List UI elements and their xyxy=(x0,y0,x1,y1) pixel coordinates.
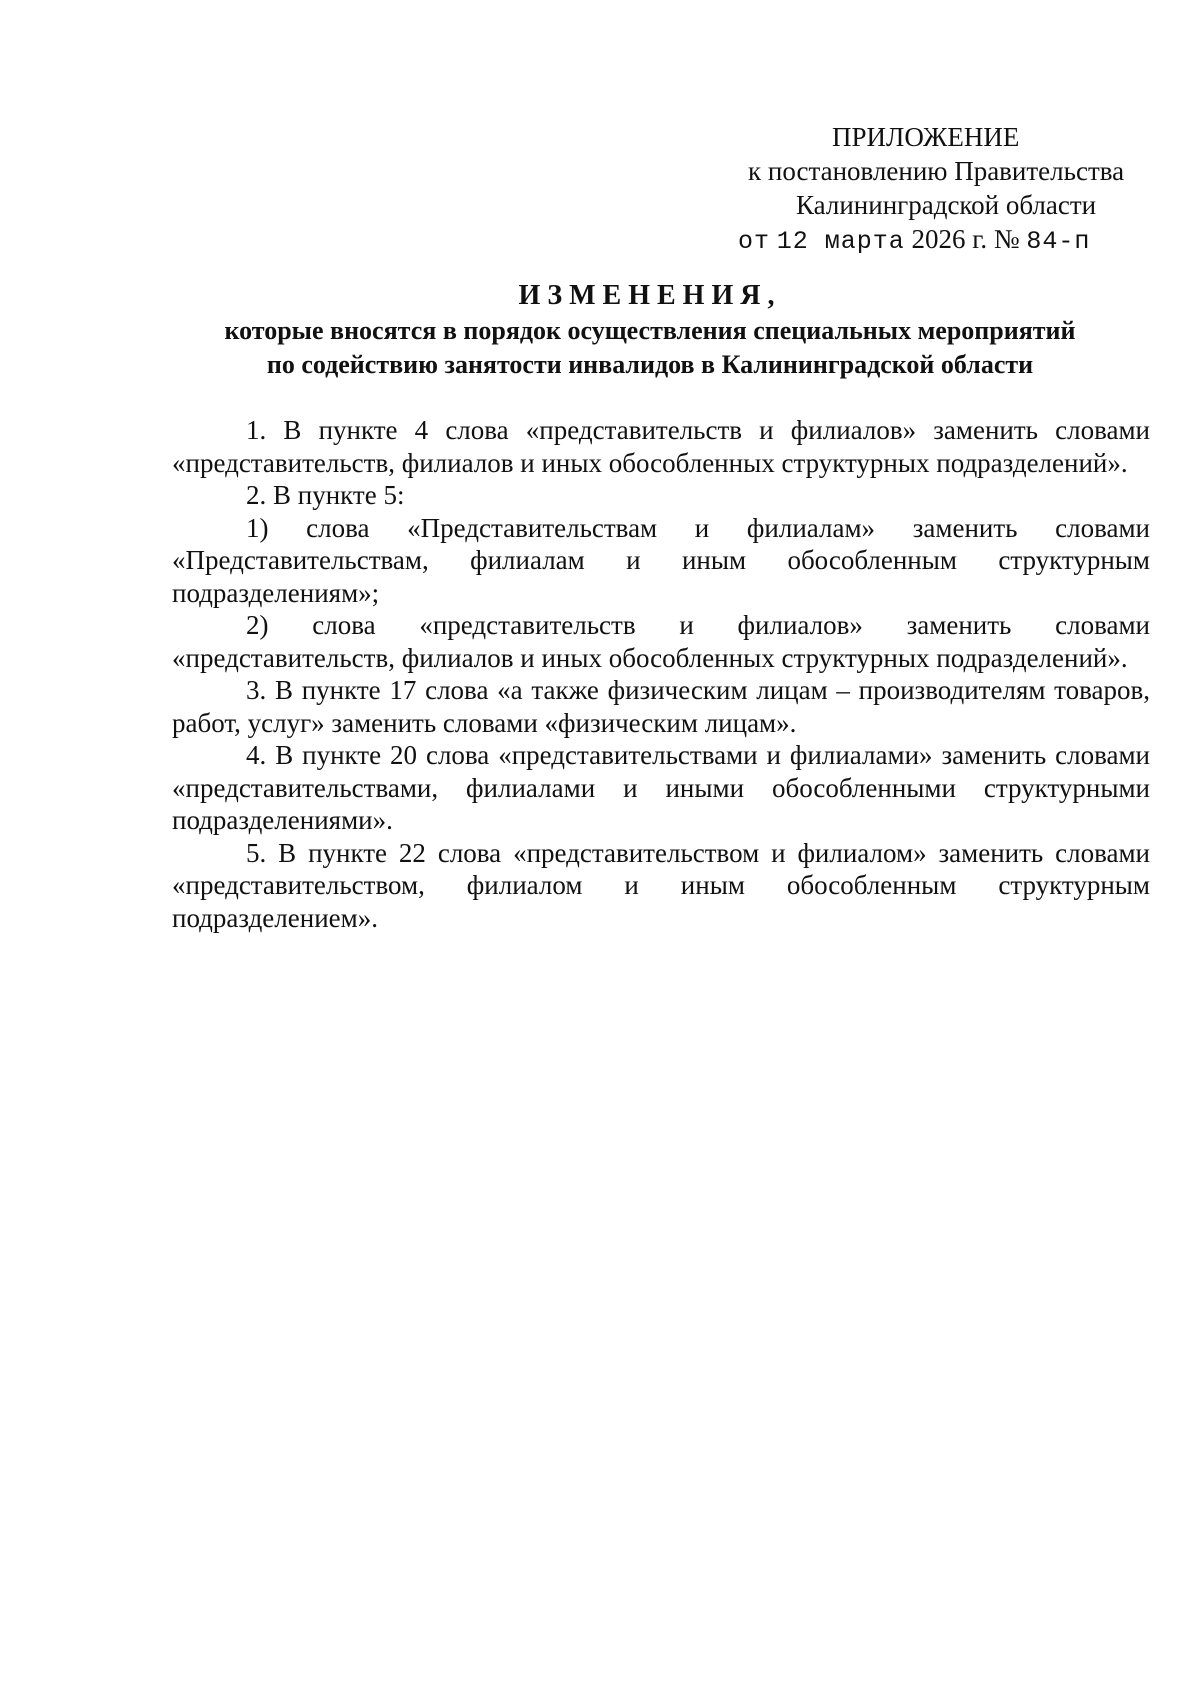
date-prefix: от xyxy=(738,227,771,256)
date-year: 2026 г. № xyxy=(911,224,1020,254)
resolution-number: 84-п xyxy=(1026,227,1091,256)
date-day-month: 12 марта xyxy=(776,227,905,256)
document-body xyxy=(172,414,1150,934)
appendix-header xyxy=(700,120,1160,259)
heading-title: ИЗМЕНЕНИЯ, xyxy=(518,280,782,311)
paragraph-item-2: 2. В пункте 5: xyxy=(246,480,405,510)
heading-subtitle-line1: которые вносятся в порядок осуществления специальных мероприятий xyxy=(224,316,1076,345)
appendix-title: ПРИЛОЖЕНИЕ xyxy=(832,122,1020,152)
appendix-date-line xyxy=(700,222,1160,259)
paragraph-item-2-2: 2) слова «представительств и филиалов» заменить словами «представительств, филиалов и иных обособленных структурных подразделений». xyxy=(172,610,1150,673)
paragraph-item-2-1: 1) слова «Представительствам и филиалам» заменить словами «Представительствам, филиалам и иным обособленным структурным подразделениям»; xyxy=(172,512,1150,608)
heading-subtitle-line2: по содействию занятости инвалидов в Калининградской области xyxy=(266,350,1034,379)
document-heading xyxy=(160,278,1140,382)
paragraph-item-5: 5. В пункте 22 слова «представительством и филиалом» заменить словами «представительством, филиалом и иным обособленным структурным подразделением». xyxy=(172,837,1150,933)
paragraph-item-3: 3. В пункте 17 слова «а также физическим лицам – производителям товаров, работ, услуг» заменить словами «физическим лицам». xyxy=(172,675,1150,738)
paragraph-item-1: 1. В пункте 4 слова «представительств и филиалов» заменить словами «представительств, филиалов и иных обособленных структурных подразделений». xyxy=(172,415,1150,478)
appendix-reference: к постановлению Правительства xyxy=(748,156,1125,186)
appendix-region: Калининградской области xyxy=(796,190,1097,220)
paragraph-item-4: 4. В пункте 20 слова «представительствами и филиалами» заменить словами «представительствами, филиалами и иными обособленными структурными подразделениями». xyxy=(172,740,1150,835)
